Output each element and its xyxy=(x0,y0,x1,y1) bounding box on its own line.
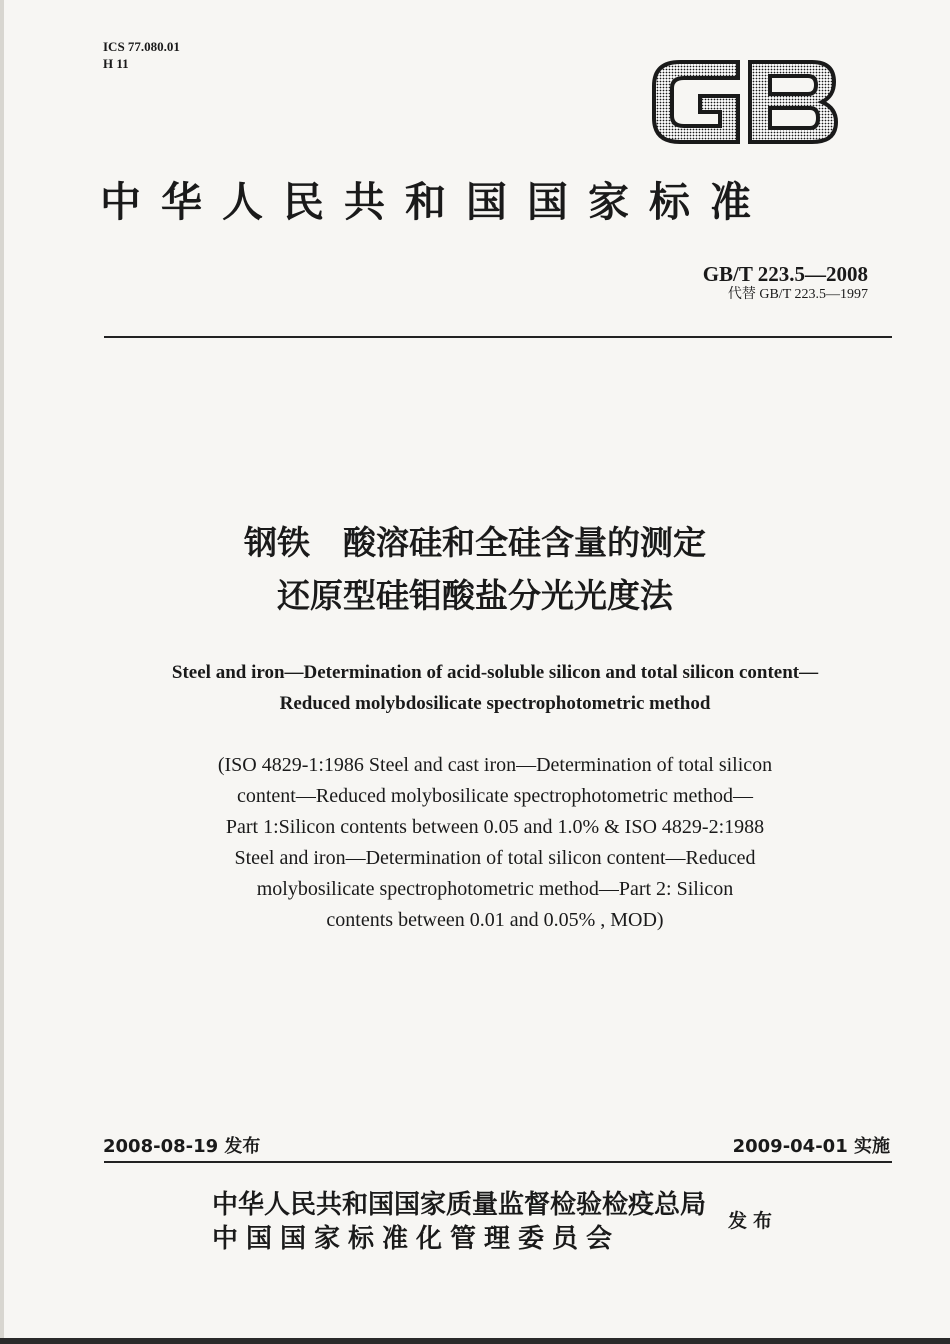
title-cn-line: 还原型硅钼酸盐分光光度法 xyxy=(277,576,673,615)
iso-reference xyxy=(120,750,870,936)
issued-label: 发布 xyxy=(728,1210,779,1232)
standard-number: GB/T 223.5—2008 xyxy=(702,262,868,286)
title-en-line: Reduced molybdosilicate spectrophotometric method xyxy=(279,693,711,714)
standard-type-title: 中华人民共和国国家标准 xyxy=(100,178,771,226)
scan-edge xyxy=(0,1338,950,1344)
ics-code: ICS 77.080.01 xyxy=(103,39,180,54)
title-cn-line: 钢铁 酸溶硅和全硅含量的测定 xyxy=(244,523,706,562)
iso-ref-line: content—Reduced molybosilicate spectrophotometric method— xyxy=(237,785,753,807)
divider xyxy=(104,1161,892,1163)
standard-number-block xyxy=(703,262,868,304)
title-chinese xyxy=(0,516,950,622)
logo-letter-b xyxy=(750,62,836,142)
publish-date: 2008-08-19 发布 xyxy=(103,1136,261,1157)
iso-ref-line: molybosilicate spectrophotometric method—Part 2: Silicon xyxy=(256,878,734,900)
classification-block xyxy=(103,38,180,72)
title-english xyxy=(0,657,950,719)
gb-logo xyxy=(650,56,840,148)
replaces-standard: 代替 GB/T 223.5—1997 xyxy=(727,287,868,302)
issuer-aqsiq: 中华人民共和国国家质量监督检验检疫总局 xyxy=(212,1190,707,1220)
implementation-date: 2009-04-01 实施 xyxy=(732,1136,890,1157)
iso-ref-line: Part 1:Silicon contents between 0.05 and 1.0% & ISO 4829-2:1988 xyxy=(225,816,765,838)
iso-ref-line: (ISO 4829-1:1986 Steel and cast iron—Determination of total silicon xyxy=(217,754,773,776)
issuer-sac: 中国国家标准化管理委员会 xyxy=(212,1224,621,1254)
iso-ref-line: Steel and iron—Determination of total silicon content—Reduced xyxy=(234,847,756,869)
iso-ref-line: contents between 0.01 and 0.05% , MOD) xyxy=(326,909,664,931)
ccs-code: H 11 xyxy=(103,56,129,71)
logo-letter-g xyxy=(654,62,738,142)
title-en-line: Steel and iron—Determination of acid-soluble silicon and total silicon content— xyxy=(171,662,819,683)
divider xyxy=(104,336,892,338)
issuing-authorities xyxy=(212,1188,706,1256)
